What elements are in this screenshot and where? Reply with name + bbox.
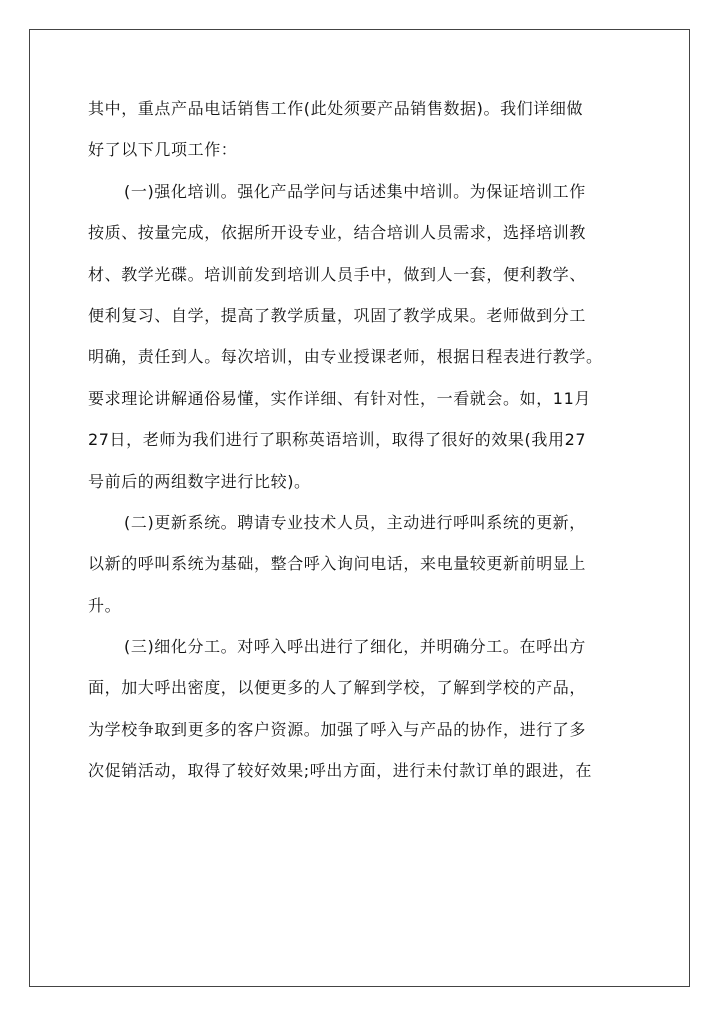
text-line: 材、教学光碟。培训前发到培训人员手中，做到人一套，便利教学、 [88,264,587,284]
text-line: 好了以下几项工作： [88,140,238,160]
text-line: 明确，责任到人。每次培训，由专业授课老师，根据日程表进行教学。 [88,347,603,367]
text-line: 27日，老师为我们进行了职称英语培训，取得了很好的效果(我用27 [88,430,587,450]
text-line: 次促销活动，取得了较好效果;呼出方面，进行未付款订单的跟进，在 [88,761,592,781]
text-line: 面，加大呼出密度，以便更多的人了解到学校，了解到学校的产品， [88,678,587,698]
text-line: 以新的呼叫系统为基础，整合呼入询问电话，来电量较更新前明显上 [88,554,587,574]
text-line: 其中，重点产品电话销售工作(此处须要产品销售数据)。我们详细做 [88,99,584,118]
document-body [88,95,636,799]
text-line: 升。 [88,595,122,615]
paragraph-start-line: (一)强化培训。强化产品学问与话述集中培训。为保证培训工作 [124,181,586,201]
text-line: 号前后的两组数字进行比较)。 [88,471,311,491]
text-line: 按质、按量完成，依据所开设专业，结合培训人员需求，选择培训教 [88,223,587,243]
text-line: 便利复习、自学，提高了教学质量，巩固了教学成果。老师做到分工 [88,305,587,325]
text-line: 为学校争取到更多的客户资源。加强了呼入与产品的协作，进行了多 [88,719,587,739]
paragraph-start-line: (三)细化分工。对呼入呼出进行了细化，并明确分工。在呼出方 [124,637,586,657]
text-line: 要求理论讲解通俗易懂，实作详细、有针对性，一看就会。如，11月 [88,388,591,408]
paragraph-start-line: (二)更新系统。聘请专业技术人员，主动进行呼叫系统的更新， [124,512,586,532]
